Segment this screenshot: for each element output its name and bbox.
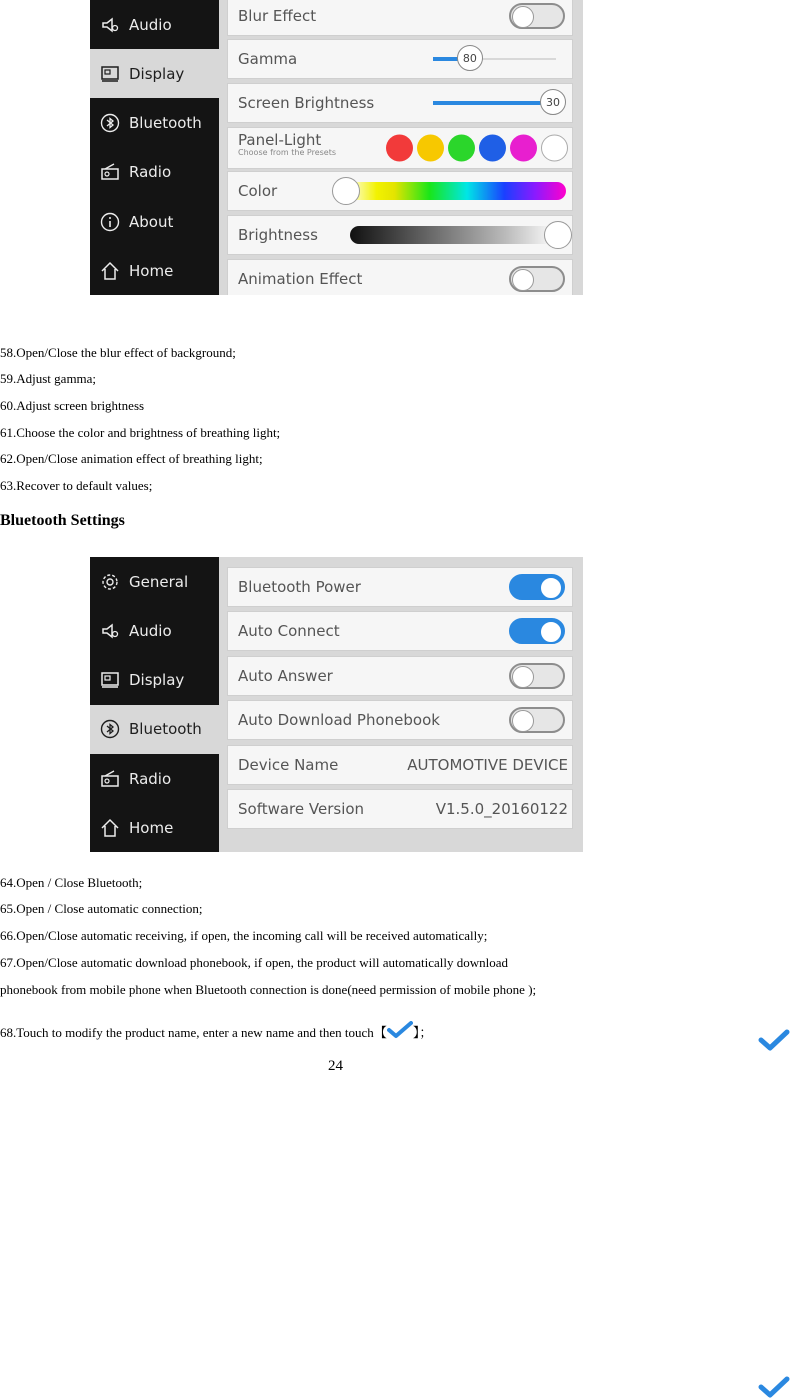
color-slider[interactable] (346, 182, 566, 200)
step-67: 67.Open/Close automatic download phonebook, if open, the product will automatically download (0, 955, 508, 970)
toggle-knob (512, 6, 534, 28)
sidebar-item-label: Radio (129, 769, 172, 788)
screen-brightness-row (227, 83, 573, 123)
panel-light-preset-1[interactable] (386, 135, 413, 162)
page-number: 24 (328, 1058, 343, 1074)
software-version-value: V1.5.0_20160122 (435, 800, 568, 818)
step-62: 62.Open/Close animation effect of breathing light; (0, 451, 263, 466)
toggle-knob (512, 269, 534, 291)
device-name-row[interactable] (227, 745, 573, 785)
sidebar-item-label: Bluetooth (129, 114, 202, 133)
brightness-slider[interactable] (350, 226, 558, 244)
sidebar (90, 0, 219, 295)
sidebar-item-radio[interactable] (90, 148, 219, 197)
gear-icon (99, 571, 121, 593)
bluetooth-icon (99, 112, 121, 134)
radio-icon (99, 161, 121, 183)
gamma-slider[interactable] (433, 51, 556, 65)
sidebar-item-bluetooth[interactable] (90, 705, 219, 754)
auto-download-phonebook-toggle[interactable] (509, 707, 565, 733)
sidebar (90, 557, 219, 852)
animation-effect-label: Animation Effect (238, 270, 363, 288)
sidebar-item-label: Home (129, 262, 174, 280)
panel-light-subtitle: Choose from the Presets (238, 148, 337, 157)
panel-light-preset-5[interactable] (510, 135, 537, 162)
screen-brightness-slider[interactable] (433, 95, 560, 109)
step-68-text: 68.Touch to modify the product name, enter a new name and then touch (0, 1025, 374, 1040)
blur-effect-label: Blur Effect (238, 7, 317, 25)
screen-brightness-slider-thumb[interactable]: 30 (540, 89, 566, 115)
device-name-value: AUTOMOTIVE DEVICE (407, 755, 568, 774)
auto-connect-row (227, 611, 573, 651)
sidebar-item-label: Audio (129, 15, 172, 34)
brightness-label: Brightness (238, 226, 318, 244)
sidebar-item-home[interactable] (90, 804, 219, 853)
panel-light-presets (386, 135, 568, 162)
step-68-close-bracket: 】 (412, 1025, 420, 1040)
step-61: 61.Choose the color and brightness of breathing light; (0, 425, 281, 440)
animation-effect-row (227, 259, 573, 295)
step-66: 66.Open/Close automatic receiving, if open, the incoming call will be received automatically; (0, 928, 488, 943)
checkmark-icon (758, 1376, 790, 1398)
screen-brightness-label: Screen Brightness (238, 94, 375, 112)
toggle-knob (512, 710, 534, 732)
sidebar-item-display[interactable] (90, 49, 219, 98)
sidebar-item-radio[interactable] (90, 754, 219, 803)
sidebar-item-general[interactable] (90, 557, 219, 606)
radio-icon (99, 768, 121, 790)
brightness-slider-thumb[interactable] (544, 221, 572, 249)
device-name-label: Device Name (238, 755, 339, 774)
step-68-end: ； (419, 1025, 433, 1040)
step-65: 65.Open / Close automatic connection; (0, 901, 203, 916)
panel-light-title: Panel-Light (238, 131, 322, 149)
section-heading-bluetooth: Bluetooth Settings (0, 512, 125, 529)
bluetooth-icon (99, 718, 121, 740)
bluetooth-power-label: Bluetooth Power (238, 578, 361, 596)
home-icon (99, 260, 121, 282)
sidebar-item-label: General (129, 572, 189, 591)
info-icon (99, 211, 121, 233)
sidebar-item-home[interactable] (90, 247, 219, 296)
speaker-icon (99, 620, 121, 642)
step-63: 63.Recover to default values; (0, 478, 153, 493)
gamma-label: Gamma (238, 50, 298, 68)
sidebar-item-bluetooth[interactable] (90, 99, 219, 148)
color-row (227, 171, 573, 211)
toggle-knob (540, 621, 562, 643)
home-icon (99, 817, 121, 839)
gamma-row (227, 39, 573, 79)
panel-light-preset-3[interactable] (448, 135, 475, 162)
step-68-open-bracket: 【 (373, 1025, 387, 1040)
sidebar-item-label: About (129, 212, 174, 231)
sidebar-item-about[interactable] (90, 197, 219, 246)
panel-light-preset-4[interactable] (479, 135, 506, 162)
checkmark-icon (758, 1029, 790, 1051)
sidebar-item-label: Radio (129, 163, 172, 182)
auto-connect-label: Auto Connect (238, 622, 340, 641)
sidebar-item-audio[interactable] (90, 606, 219, 655)
display-settings-screenshot (90, 0, 583, 295)
auto-answer-toggle[interactable] (509, 663, 565, 689)
blur-effect-row (227, 0, 573, 36)
sidebar-item-audio[interactable] (90, 0, 219, 49)
bluetooth-power-row (227, 567, 573, 607)
sidebar-item-label: Bluetooth (129, 720, 202, 739)
bluetooth-power-toggle[interactable] (509, 574, 565, 600)
step-58: 58.Open/Close the blur effect of background; (0, 345, 236, 360)
brightness-row (227, 215, 573, 255)
step-68 (0, 1021, 432, 1041)
step-59: 59.Adjust gamma; (0, 371, 97, 386)
panel-light-preset-6[interactable] (541, 135, 568, 162)
panel-light-preset-2[interactable] (417, 135, 444, 162)
toggle-knob (512, 666, 534, 688)
panel-light-label (238, 132, 336, 158)
gamma-slider-thumb[interactable]: 80 (457, 45, 483, 71)
sidebar-item-label: Audio (129, 621, 172, 640)
animation-effect-toggle[interactable] (509, 266, 565, 292)
auto-answer-row (227, 656, 573, 696)
sidebar-item-label: Display (129, 64, 185, 83)
sidebar-item-label: Display (129, 671, 185, 690)
checkmark-icon (387, 1021, 413, 1039)
panel-light-row (227, 127, 573, 169)
bluetooth-settings-screenshot (90, 557, 583, 852)
display-icon (99, 63, 121, 85)
software-version-row (227, 789, 573, 829)
software-version-label: Software Version (238, 800, 365, 818)
auto-answer-label: Auto Answer (238, 666, 333, 685)
step-67-continued: phonebook from mobile phone when Bluetooth connection is done(need permission of mobile phone ); (0, 982, 537, 997)
step-60: 60.Adjust screen brightness (0, 398, 145, 413)
auto-download-phonebook-label: Auto Download Phonebook (238, 711, 440, 730)
speaker-icon (99, 14, 121, 36)
sidebar-item-display[interactable] (90, 656, 219, 705)
display-icon (99, 669, 121, 691)
color-slider-thumb[interactable] (332, 177, 360, 205)
step-64: 64.Open / Close Bluetooth; (0, 875, 143, 890)
blur-effect-toggle[interactable] (509, 3, 565, 29)
auto-download-phonebook-row (227, 700, 573, 740)
sidebar-item-label: Home (129, 819, 174, 837)
auto-connect-toggle[interactable] (509, 618, 565, 644)
screen-brightness-slider-fill (433, 101, 553, 105)
toggle-knob (540, 577, 562, 599)
color-label: Color (238, 182, 278, 200)
